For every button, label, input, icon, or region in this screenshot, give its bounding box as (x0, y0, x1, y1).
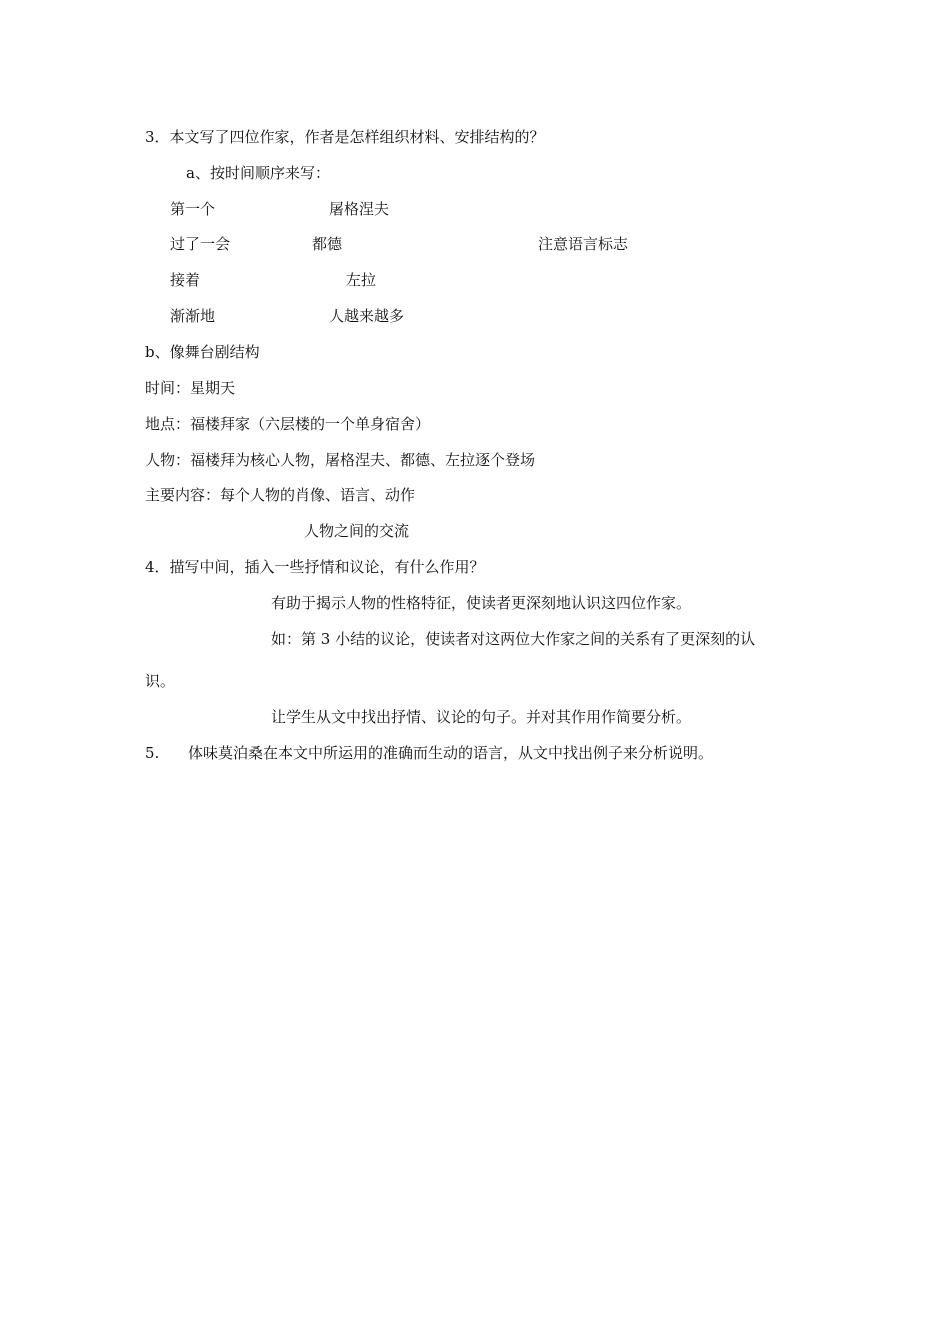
answer-4-1: 有助于揭示人物的性格特征，使读者更深刻地认识这四位作家。 (271, 594, 692, 612)
question-3: 3．本文写了四位作家，作者是怎样组织材料、安排结构的？ (145, 128, 545, 146)
answer-4-2: 如：第 3 小结的议论，使读者对这两位大作家之间的关系有了更深刻的认 (271, 630, 756, 648)
order-marker-4: 渐渐地 (170, 307, 216, 325)
question-5: 体味莫泊桑在本文中所运用的准确而生动的语言，从文中找出例子来分析说明。 (188, 744, 714, 762)
order-note: 注意语言标志 (538, 235, 629, 253)
section-b-heading: b、像舞台剧结构 (145, 343, 260, 361)
order-marker-2: 过了一会 (170, 235, 231, 253)
people-line: 人物：福楼拜为核心人物，屠格涅夫、都德、左拉逐个登场 (145, 451, 536, 469)
order-name-1: 屠格涅夫 (329, 200, 390, 218)
section-a-heading: a、按时间顺序来写： (186, 164, 330, 182)
order-name-2: 都德 (312, 235, 343, 253)
question-4: 4．描写中间，插入一些抒情和议论，有什么作用？ (145, 558, 485, 576)
question-5-number: 5. (145, 744, 160, 762)
content-continuation: 人物之间的交流 (304, 522, 410, 540)
content-line: 主要内容：每个人物的肖像、语言、动作 (145, 486, 416, 504)
time-line: 时间：星期天 (145, 379, 236, 397)
place-line: 地点：福楼拜家（六层楼的一个单身宿舍） (145, 415, 431, 433)
order-marker-3: 接着 (170, 271, 201, 289)
answer-4-2-wrap: 识。 (145, 672, 176, 690)
order-name-4: 人越来越多 (329, 307, 405, 325)
answer-4-3: 让学生从文中找出抒情、议论的句子。并对其作用作简要分析。 (271, 708, 692, 726)
order-name-3: 左拉 (346, 271, 377, 289)
order-marker-1: 第一个 (170, 200, 216, 218)
